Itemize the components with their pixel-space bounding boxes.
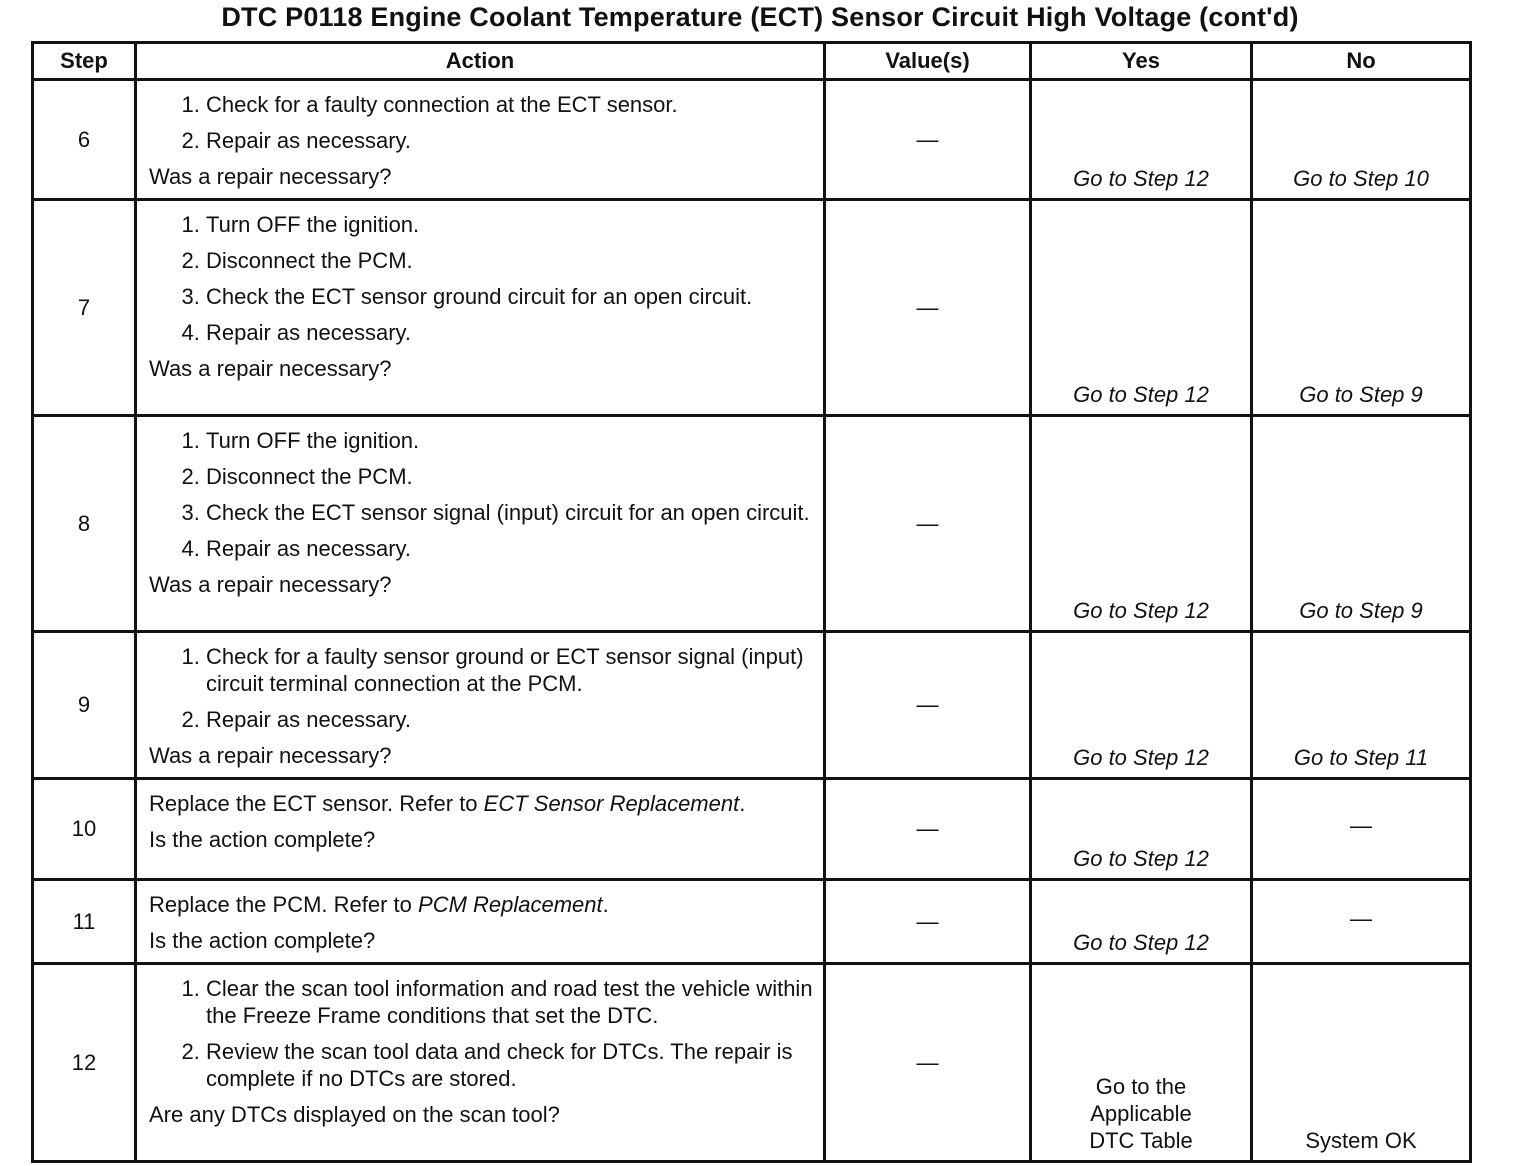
step-number: 8 [33, 416, 136, 632]
reference-link[interactable]: PCM Replacement [418, 892, 603, 917]
no-cell: Go to Step 9 [1252, 200, 1471, 416]
action-cell [136, 964, 825, 1162]
yes-cell: Go to Step 12 [1031, 200, 1252, 416]
action-text-end: . [739, 791, 746, 816]
value-cell: — [825, 880, 1031, 964]
action-cell [136, 416, 825, 632]
value-cell: — [825, 80, 1031, 200]
no-cell: — [1252, 880, 1471, 964]
value-cell: — [825, 964, 1031, 1162]
action-question: Was a repair necessary? [149, 164, 392, 189]
action-item: 4. Repair as necessary. [206, 535, 813, 562]
action-item: 2. Repair as necessary. [206, 127, 813, 154]
header-yes: Yes [1031, 43, 1252, 80]
action-question: Was a repair necessary? [149, 356, 392, 381]
yes-cell: Go to Step 12 [1031, 880, 1252, 964]
yes-cell: Go to Step 12 [1031, 80, 1252, 200]
step-number: 12 [33, 964, 136, 1162]
diagnostic-table [31, 41, 1472, 1163]
action-question: Was a repair necessary? [149, 743, 392, 768]
action-cell [136, 880, 825, 964]
value-cell: — [825, 779, 1031, 880]
action-text-lead: Replace the PCM. Refer to [149, 892, 419, 917]
action-item: 1. Turn OFF the ignition. [206, 427, 813, 454]
action-item: 3. Check the ECT sensor ground circuit for an open circuit. [206, 283, 813, 310]
step-number: 6 [33, 80, 136, 200]
action-list [149, 91, 813, 154]
action-text-end: . [602, 892, 609, 917]
action-cell [136, 80, 825, 200]
no-cell: Go to Step 9 [1252, 416, 1471, 632]
value-cell: — [825, 632, 1031, 779]
action-list [149, 211, 813, 346]
yes-cell: Go to Step 12 [1031, 632, 1252, 779]
header-row [33, 43, 1471, 80]
action-item: 2. Disconnect the PCM. [206, 463, 813, 490]
action-item: 1. Clear the scan tool information and road test the vehicle within the Freeze Frame conditions that set the DTC. [206, 975, 813, 1029]
action-cell [136, 632, 825, 779]
header-step: Step [33, 43, 136, 80]
step-number: 7 [33, 200, 136, 416]
no-cell: — [1252, 779, 1471, 880]
action-text-lead: Replace the ECT sensor. Refer to [149, 791, 484, 816]
table-row [33, 880, 1471, 964]
action-list [149, 975, 813, 1092]
step-number: 10 [33, 779, 136, 880]
step-number: 9 [33, 632, 136, 779]
action-question: Are any DTCs displayed on the scan tool? [149, 1102, 560, 1127]
action-item: 2. Repair as necessary. [206, 706, 813, 733]
page-title: DTC P0118 Engine Coolant Temperature (ECT) Sensor Circuit High Voltage (cont'd) [221, 2, 1299, 32]
action-item: 2. Disconnect the PCM. [206, 247, 813, 274]
action-question: Is the action complete? [149, 827, 376, 852]
table-row [33, 779, 1471, 880]
value-cell: — [825, 416, 1031, 632]
table-row [33, 632, 1471, 779]
action-text [149, 891, 813, 918]
action-item: 3. Check the ECT sensor signal (input) circuit for an open circuit. [206, 499, 813, 526]
action-item: 4. Repair as necessary. [206, 319, 813, 346]
action-question: Was a repair necessary? [149, 572, 392, 597]
action-item: 1. Check for a faulty sensor ground or ECT sensor signal (input) circuit terminal connection at the PCM. [206, 643, 813, 697]
yes-line: DTC Table [1089, 1128, 1193, 1153]
table-row [33, 964, 1471, 1162]
yes-line: Go to the [1095, 1074, 1187, 1099]
no-cell: Go to Step 11 [1252, 632, 1471, 779]
action-list [149, 427, 813, 562]
action-cell [136, 200, 825, 416]
no-cell: Go to Step 10 [1252, 80, 1471, 200]
action-text [149, 790, 813, 817]
action-item: 1. Check for a faulty connection at the ECT sensor. [206, 91, 813, 118]
action-question: Is the action complete? [149, 928, 376, 953]
header-values: Value(s) [825, 43, 1031, 80]
action-list [149, 643, 813, 733]
header-action: Action [136, 43, 825, 80]
action-item: 1. Turn OFF the ignition. [206, 211, 813, 238]
table-row [33, 80, 1471, 200]
yes-cell: Go to Step 12 [1031, 416, 1252, 632]
yes-line: Applicable [1090, 1101, 1192, 1126]
action-item: 2. Review the scan tool data and check for DTCs. The repair is complete if no DTCs are stored. [206, 1038, 813, 1092]
value-cell: — [825, 200, 1031, 416]
action-cell [136, 779, 825, 880]
step-number: 11 [33, 880, 136, 964]
yes-cell: Go to Step 12 [1031, 779, 1252, 880]
table-row [33, 200, 1471, 416]
reference-link[interactable]: ECT Sensor Replacement [483, 791, 740, 816]
header-no: No [1252, 43, 1471, 80]
yes-cell [1031, 964, 1252, 1162]
table-row [33, 416, 1471, 632]
no-cell: System OK [1252, 964, 1471, 1162]
